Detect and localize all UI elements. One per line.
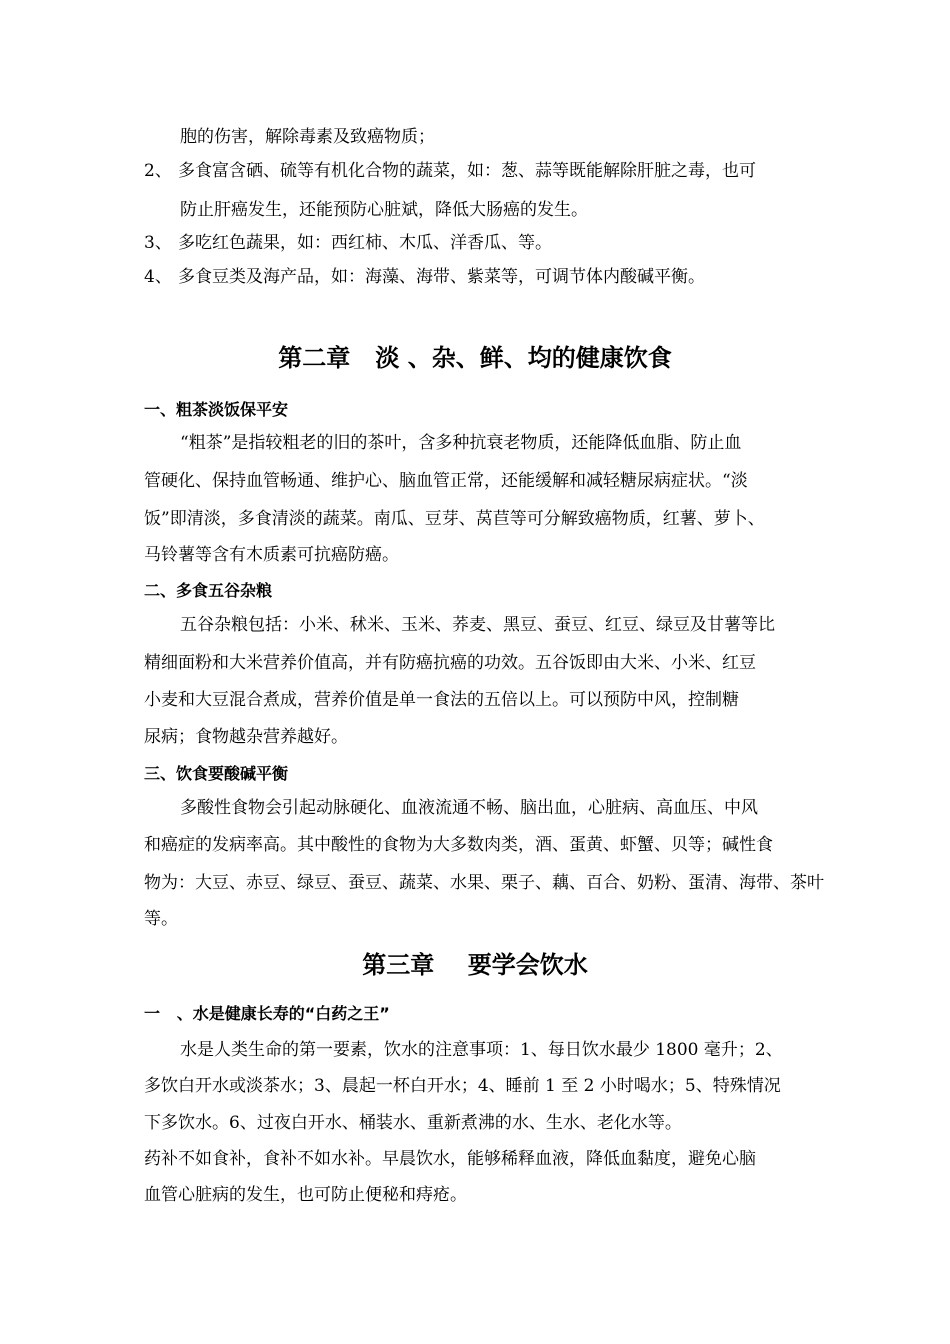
paragraph-line: 胞的伤害，解除毒素及致癌物质； [180,127,435,147]
list-item-text: 多食富含硒、硫等有机化合物的蔬菜，如：葱、蒜等既能解除肝脏之毒，也可 [178,161,756,181]
list-number: 2、 [144,161,172,181]
section-heading: 一、粗茶淡饭保平安 [144,400,289,419]
paragraph-line: 等。 [144,909,178,929]
list-item-continuation: 防止肝癌发生，还能预防心脏斌，降低大肠癌的发生。 [180,200,588,220]
paragraph-line: “粗茶”是指较粗老的旧的茶叶，含多种抗衰老物质，还能降低血脂、防止血 [180,433,742,453]
list-number: 4、 [144,267,172,287]
paragraph-line: 五谷杂粮包括：小米、秫米、玉米、荞麦、黑豆、蚕豆、红豆、绿豆及甘薯等比 [180,615,775,635]
chapter-title: 第三章 要学会饮水 [362,951,588,979]
paragraph-line: 精细面粉和大米营养价值高，并有防癌抗癌的功效。五谷饭即由大米、小米、红豆 [144,653,756,673]
section-heading: 二、多食五谷杂粮 [144,581,273,600]
list-number: 3、 [144,233,172,253]
paragraph-line: 饭”即清淡，多食清淡的蔬菜。南瓜、豆芽、莴苣等可分解致癌物质，红薯、萝卜、 [144,509,765,529]
paragraph-line: 管硬化、保持血管畅通、维护心、脑血管正常，还能缓解和减轻糖尿病症状。“淡 [144,471,748,491]
list-item-text: 多食豆类及海产品，如：海藻、海带、紫菜等，可调节体内酸碱平衡。 [178,267,705,287]
list-item [144,266,824,288]
chapter-title: 第二章 淡 、杂、鲜、均的健康饮食 [278,344,672,372]
paragraph-line: 下多饮水。6、过夜白开水、桶装水、重新煮沸的水、生水、老化水等。 [144,1113,682,1133]
paragraph-line: 多饮白开水或淡茶水；3、晨起一杯白开水；4、睡前 1 至 2 小时喝水；5、特殊情况 [144,1076,781,1096]
paragraph-line: 药补不如食补，食补不如水补。早晨饮水，能够稀释血液，降低血黏度，避免心脑 [144,1149,756,1169]
paragraph-line: 物为：大豆、赤豆、绿豆、蚕豆、蔬菜、水果、栗子、藕、百合、奶粉、蛋清、海带、茶叶 [144,873,824,893]
paragraph-line: 和癌症的发病率高。其中酸性的食物为大多数肉类，酒、蛋黄、虾蟹、贝等；碱性食 [144,835,773,855]
paragraph-line: 小麦和大豆混合煮成，营养价值是单一食法的五倍以上。可以预防中风，控制糖 [144,690,739,710]
paragraph-line: 尿病；食物越杂营养越好。 [144,727,348,747]
paragraph-line: 马铃薯等含有木质素可抗癌防癌。 [144,545,399,565]
list-item-text: 多吃红色蔬果，如：西红柿、木瓜、洋香瓜、等。 [178,233,552,253]
section-heading: 一 、水是健康长寿的“白药之王” [144,1004,390,1023]
paragraph-line: 水是人类生命的第一要素，饮水的注意事项：1、每日饮水最少 1800 毫升；2、 [180,1040,783,1060]
paragraph-line: 血管心脏病的发生，也可防止便秘和痔疮。 [144,1185,467,1205]
list-item [144,160,824,182]
section-heading: 三、饮食要酸碱平衡 [144,764,289,783]
list-item [144,232,824,254]
paragraph-line: 多酸性食物会引起动脉硬化、血液流通不畅、脑出血，心脏病、高血压、中风 [180,798,758,818]
